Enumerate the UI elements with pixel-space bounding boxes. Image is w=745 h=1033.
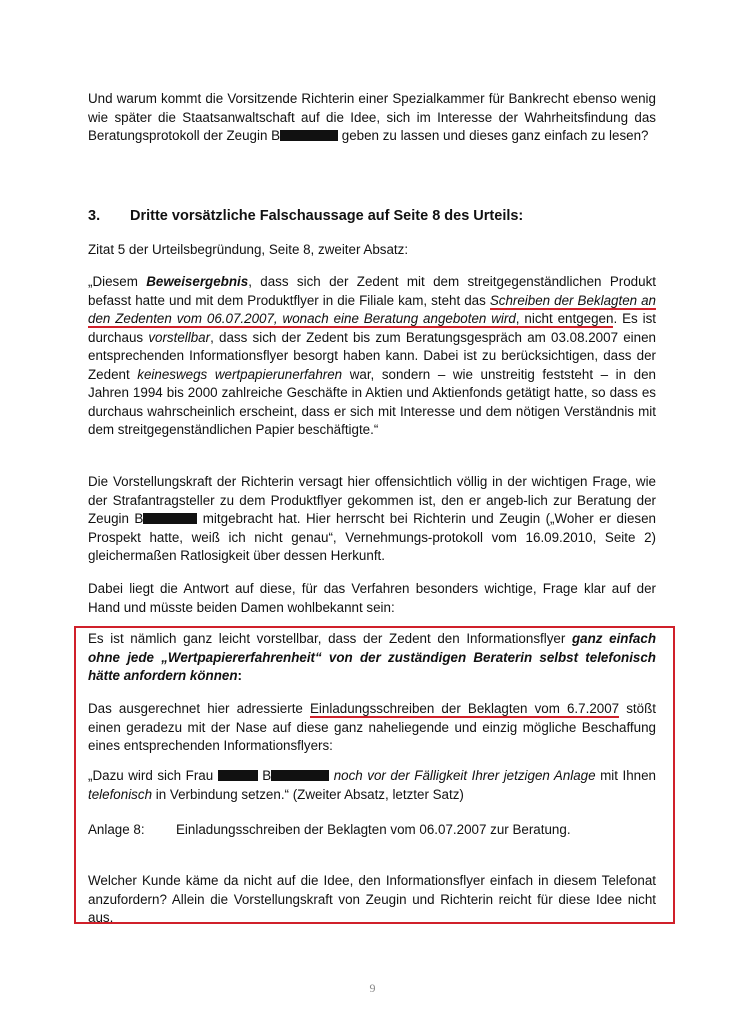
red-underline: Schreiben der Beklagten an den Zedenten vom 06.07.2007, wonach eine Beratung angeboten wird (88, 292, 656, 326)
box-paragraph-2: Das ausgerechnet hier adressierte Einladungsschreiben der Beklagten vom 6.7.2007 stößt einen geradezu mit der Nase auf diese ganz naheliegende und einzig mögliche Beschaffung eines entsprechenden Informationsflyers: (88, 701, 657, 753)
box-quote: „Dazu wird sich Frau B noch vor der Fälligkeit Ihrer jetzigen Anlage mit Ihnen telefonisch in Verbindung setzen.“ (Zweiter Absatz, letzter Satz) (88, 768, 656, 802)
citation-intro: Zitat 5 der Urteilsbegründung, Seite 8, zweiter Absatz: (88, 242, 409, 257)
paragraph-analysis: Die Vorstellungskraft der Richterin versagt hier offensichtlich völlig in der wichtigen Frage, wie der Strafantragsteller zu dem Produktflyer gekommen ist, den er angeb-lich zur Beratung der Zeugin B mitgebracht hat. Hier herrscht bei Richterin und Zeugin („Woher er diesen Prospekt hatte, weiß ich nicht genau“, Vernehmungs-protokoll vom 16.09.2010, Seite 2) gleichermaßen Ratlosigkeit über dessen Herkunft. (88, 474, 656, 563)
attachment-reference (88, 821, 571, 840)
section-title: Dritte vorsätzliche Falschaussage auf Seite 8 des Urteils: (130, 208, 524, 224)
red-underline: Einladungsschreiben der Beklagten vom 6.7.2007 (310, 701, 620, 716)
quoted-passage: „Diesem Beweisergebnis, dass sich der Zedent mit dem streitgegenständlichen Produkt befasst hatte und mit dem Produktflyer in die Filiale kam, steht das Schreiben der Beklagten an den Zedenten vom 06.07.2007, wonach eine Beratung angeboten wird, nicht entgegen. Es ist durchaus vorstellbar, dass sich der Zedent bis zum Beratungsgespräch am 03.08.2007 einen entsprechenden Informationsflyer besorgt haben kann. Dabei ist zu berücksichtigen, dass der Zedent keineswegs wertpapierunerfahren war, sondern – wie unstreitig feststeht – in den Jahren 1994 bis 2000 zahlreiche Geschäfte in Aktien und Aktienfonds getätigt hatte, so dass es durchaus wahrscheinlich erscheint, dass er sich mit Interesse und dem nötigen Verständnis mit dem streitgegenständlichen Papier beschäftigte.“ (88, 274, 657, 437)
section-number: 3. (88, 208, 101, 224)
redaction-bar (218, 770, 258, 781)
box-paragraph-conclusion: Welcher Kunde käme da nicht auf die Idee, den Informationsflyer einfach in diesem Telefonat anzufordern? Allein die Vorstellungskraft von Zeugin und Richterin reicht für diese Idee nicht aus. (88, 873, 656, 925)
paragraph-question: Und warum kommt die Vorsitzende Richterin einer Spezialkammer für Bankrecht ebenso wenig wie später die Staatsanwaltschaft auf die Idee, sich im Interesse der Wahrheitsfindung das Beratungsprotokoll der Zeugin B geben zu lassen und dieses ganz einfach zu lesen? (88, 91, 656, 143)
box-paragraph-1: Es ist nämlich ganz leicht vorstellbar, dass der Zedent den Informationsflyer ganz einfach ohne jede „Wertpapiererfahrenheit“ von der zuständigen Beraterin selbst telefonisch hätte anfordern können: (88, 631, 656, 683)
redaction-bar (143, 513, 197, 524)
attachment-label: Anlage 8: (88, 822, 145, 837)
section-heading (88, 207, 523, 226)
redaction-bar (280, 130, 338, 141)
redaction-bar (271, 770, 329, 781)
page-number: 9 (369, 981, 376, 995)
attachment-text: Einladungsschreiben der Beklagten vom 06.07.2007 zur Beratung. (176, 822, 571, 837)
paragraph-answer: Dabei liegt die Antwort auf diese, für das Verfahren besonders wichtige, Frage klar auf der Hand und müsste beiden Damen wohlbekannt sein: (88, 581, 656, 615)
